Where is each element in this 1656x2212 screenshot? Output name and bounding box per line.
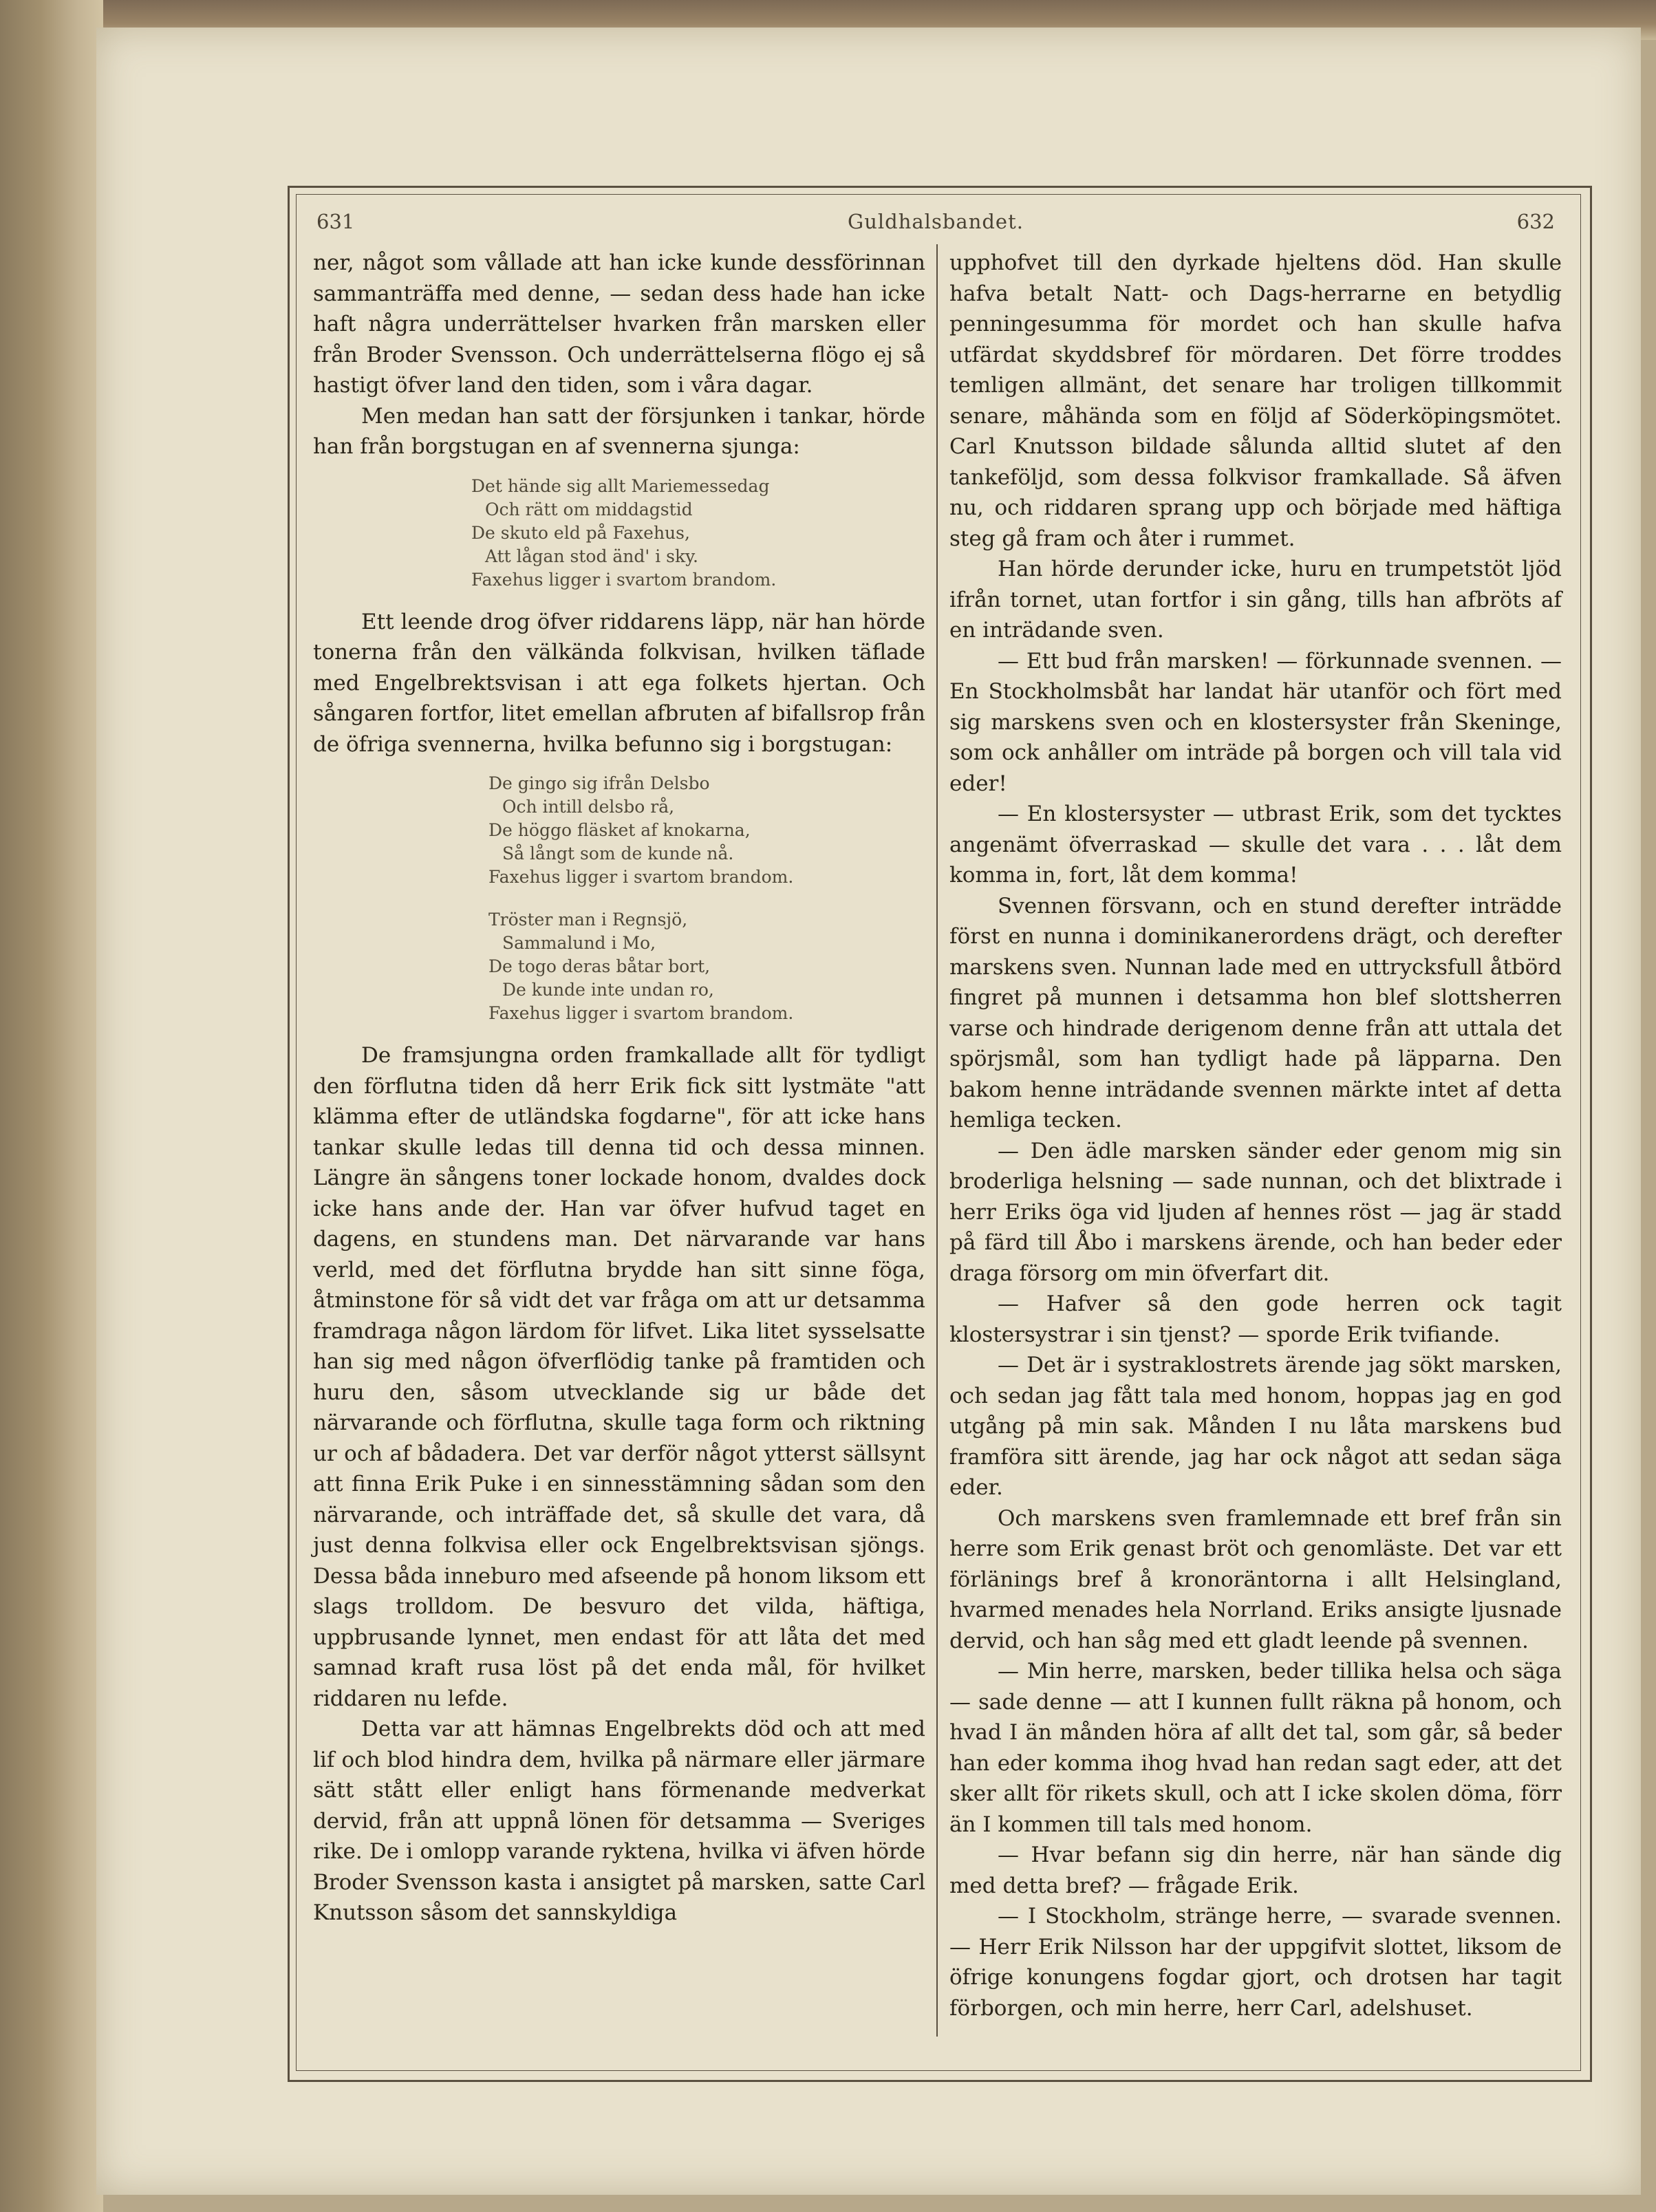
paragraph: — Hvar befann sig din herre, när han sände dig med detta bref? — frågade Erik.: [949, 1843, 1562, 1898]
verse-line: Faxehus ligger i svartom brandom.: [488, 1003, 794, 1023]
paragraph: upphofvet till den dyrkade hjeltens död. Han skulle hafva betalt Natt- och Dags-herrarne en betydlig penningesumma för mordet och han skulle hafva utfärdat skyddsbref för mördaren. Det förre troddes temligen allmänt, det senare har troligen tillkommit senare, måhända som en följd af Söderköpingsmötet. Carl Knutsson bildade sålunda alltid slutet af den tankeföljd, som dessa folkvisor framkallade. Så äfven nu, och riddaren sprang upp och började med häftiga steg gå fram och åter i rummet.: [949, 250, 1562, 551]
verse-line: Och rätt om middagstid: [485, 499, 693, 519]
verse-line: Att lågan stod änd' i sky.: [485, 546, 698, 566]
paragraph: Svennen försvann, och en stund derefter inträdde först en nunna i dominikanerordens drägt, och derefter marskens sven. Nunnan lade med en uttrycksfull åtbörd fingret på munnen i detsamma hon blef slottsherren varse och hindrade derigenom denne från att uttala det spörjsmål, som han tydligt hade på läpparna. Den bakom henne inträdande svennen märkte intet af detta hemliga tecken.: [949, 893, 1562, 1132]
left-page-number: 631: [316, 210, 355, 233]
paragraph: ner, något som vållade att han icke kunde dessförinnan sammanträffa med denne, — sedan dess hade han icke haft några underrättelser hvarken från marsken eller från Broder Svensson. Och underrättelserna flögo ej så hastigt öfver land den tiden, som i våra dagar.: [313, 250, 925, 398]
verse-line: Tröster man i Regnsjö,: [488, 910, 688, 930]
verse-line: De gingo sig ifrån Delsbo: [488, 773, 710, 793]
right-page-number: 632: [1516, 210, 1555, 233]
verse-line: Och intill delsbo rå,: [502, 797, 675, 817]
paragraph: Men medan han satt der försjunken i tankar, hörde han från borgstugan en af svennerna sjunga:: [313, 403, 925, 459]
verse-line: Sammalund i Mo,: [502, 933, 656, 953]
paragraph: — Den ädle marsken sänder eder genom mig sin broderliga helsning — sade nunnan, och det blixtrade i herr Eriks öga vid ljuden af hennes röst — jag är stadd på färd till Åbo i marskens ärende, och han beder eder draga försorg om min öfverfart dit.: [949, 1138, 1562, 1286]
running-title: Guldhalsbandet.: [848, 210, 1024, 233]
column-divider: [936, 244, 938, 2037]
verse-line: De höggo fläsket af knokarna,: [488, 820, 751, 840]
verse-line: Så långt som de kunde nå.: [502, 844, 734, 863]
paragraph: Detta var att hämnas Engelbrekts död och att med lif och blod hindra dem, hvilka på närmare eller järmare sätt stått eller enligt hans förmenande medverkat dervid, från att uppnå lönen för detsamma — Sveriges rike. De i omlopp varande ryktena, hvilka vi äfven hörde Broder Svensson kasta i ansigtet på marsken, satte Carl Knutsson såsom det sannskyldiga: [313, 1717, 925, 1925]
right-column: [949, 248, 1562, 2023]
paragraph: — Det är i systraklostrets ärende jag sökt marsken, och sedan jag fått tala med honom, hoppas jag en god utgång på min sak. Månden I nu låta marskens bud framföra sitt ärende, jag har ock något att sedan säga eder.: [949, 1353, 1562, 1500]
verse-block: [313, 772, 925, 1025]
verse-block: [313, 475, 925, 592]
verse-line: De togo deras båtar bort,: [488, 956, 711, 976]
verse-line: Det hände sig allt Mariemessedag: [471, 475, 770, 496]
left-column: [313, 248, 925, 1929]
paragraph: — Hafver så den gode herren ock tagit klostersystrar i sin tjenst? — sporde Erik tvifiande.: [949, 1291, 1562, 1347]
verse-line: De skuto eld på Faxehus,: [471, 522, 690, 543]
paragraph: De framsjungna orden framkallade allt för tydligt den förflutna tiden då herr Erik fick sitt lystmäte "att klämma efter de utländska fogdarne", för att icke hans tankar skulle ledas till denna tid och dessa minnen. Längre än sångens toner lockade honom, dvaldes dock icke hans ande der. Han var öfver hufvud taget en dagens, en stundens man. Det närvarande var hans verld, med det förflutna brydde han sitt sinne föga, åtminstone för så vidt det var fråga om att ur detsamma framdraga någon lärdom för lifvet. Lika litet sysselsatte han sig med någon öfverflödig tanke på framtiden och huru den, såsom utvecklande sig ur både det närvarande och förflutna, skulle taga form och riktning ur och af bådadera. Det var derför något ytterst sällsynt att finna Erik Puke i en sinnesstämning sådan som den närvarande, och inträffade det, så skulle det vara, då just denna folkvisa eller ock Engelbrektsvisan sjöngs. Dessa båda inneburo med afseende på honom liksom ett slags trolldom. De besvuro det vilda, häftiga, uppbrusande lynnet, men endast för att låta det med samnad kraft rusa löst på det enda mål, för hvilket riddaren nu lefde.: [313, 1043, 925, 1711]
paragraph: Ett leende drog öfver riddarens läpp, när han hörde tonerna från den välkända folkvisan, hvilken täflade med Engelbrektsvisan i att ega folkets hjertan. Och sångaren fortfor, litet emellan afbruten af bifallsrop från de öfriga svennerna, hvilka befunno sig i borgstugan:: [313, 609, 925, 757]
paragraph: — Min herre, marsken, beder tillika helsa och säga — sade denne — att I kunnen fullt räkna på honom, och hvad I än månden höra af allt det tal, som går, så beder han eder komma ihog hvad han redan sagt eder, att det sker allt för rikets skull, och att I icke skolen döma, förr än I kommen till tals med honom.: [949, 1659, 1562, 1837]
paragraph: — I Stockholm, stränge herre, — svarade svennen. — Herr Erik Nilsson har der uppgifvit slottet, liksom de öfrige konungens fogdar gjort, och drotsen har tagit förborgen, och min herre, herr Carl, adelshuset.: [949, 1904, 1562, 2021]
verse-line: Faxehus ligger i svartom brandom.: [488, 867, 794, 887]
book-spine: [0, 0, 103, 2212]
paragraph: Och marskens sven framlemnade ett bref från sin herre som Erik genast bröt och genomläste. Det var ett förlänings bref å kronoräntorna i allt Helsingland, hvarmed menades hela Norrland. Eriks ansigte ljusnade dervid, och han såg med ett gladt leende på svennen.: [949, 1505, 1562, 1653]
paragraph: Han hörde derunder icke, huru en trumpetstöt ljöd ifrån tornet, utan fortfor i sin gång, tills han afbröts af en inträdande sven.: [949, 557, 1562, 643]
verse-line: Faxehus ligger i svartom brandom.: [471, 569, 777, 590]
running-header: [316, 210, 1555, 244]
paragraph: — Ett bud från marsken! — förkunnade svennen. — En Stockholmsbåt har landat här utanför och fört med sig marskens sven och en klostersyster från Skeninge, som ock anhåller om inträde på borgen och vill tala vid eder!: [949, 648, 1562, 796]
paragraph: — En klostersyster — utbrast Erik, som det tycktes angenämt öfverraskad — skulle det vara . . . låt dem komma in, fort, låt dem komma!: [949, 802, 1562, 888]
verse-line: De kunde inte undan ro,: [502, 980, 714, 1000]
